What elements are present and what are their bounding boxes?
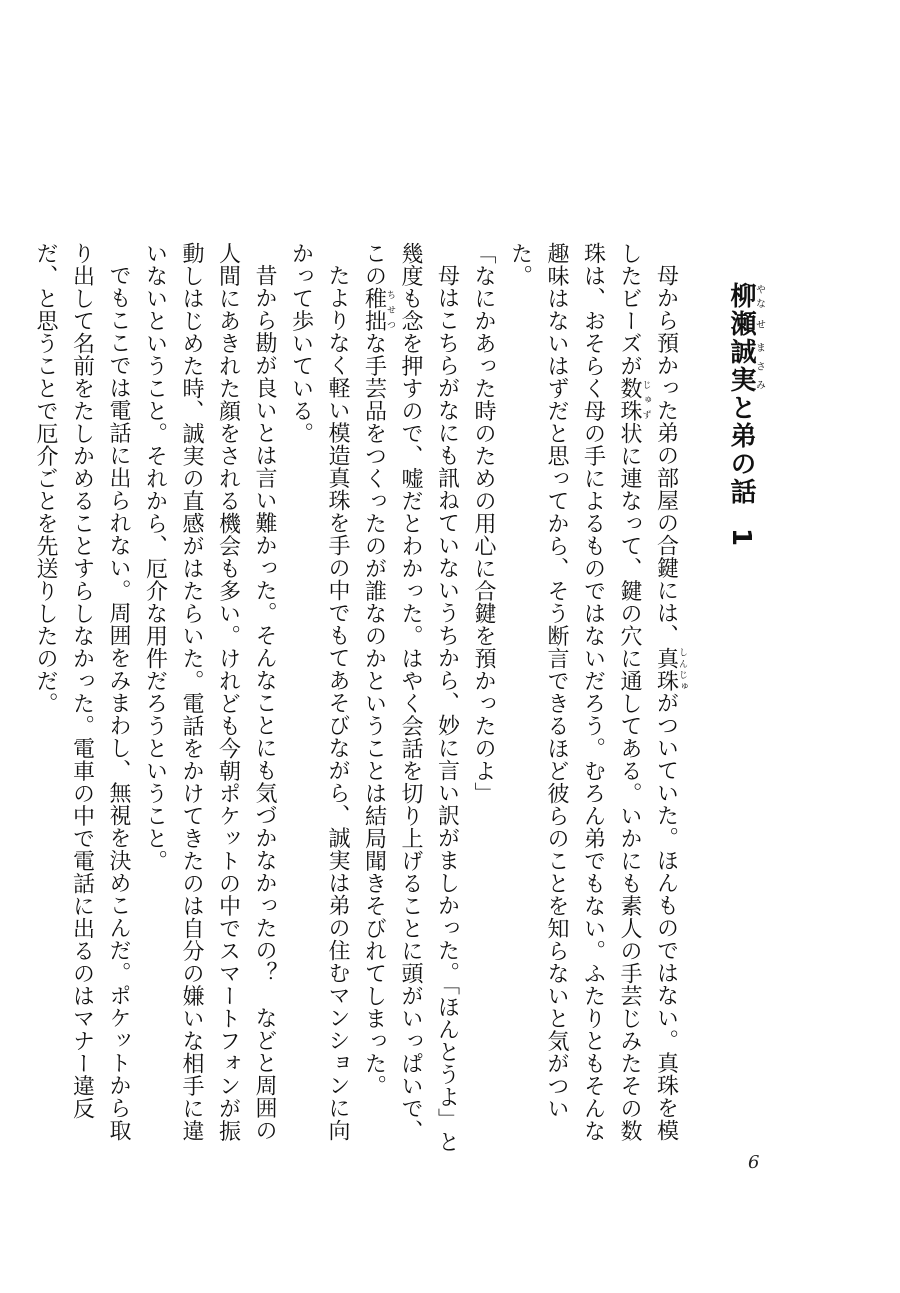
paragraph: でもここでは電話に出られない。周囲をみまわし、無視を決めこんだ。ポケットから取り出して名前をたしかめることすらしなかった。電車の中で電話に出るのはマナー違反だ、と思うことで厄介ごとを先送りしたのだ。 bbox=[33, 242, 131, 1142]
paragraph: 昔から勘が良いとは言い難かった。そんなことにも気づかなかったの？ などと周囲の人間にあきれた顔をされる機会も多い。けれども今朝ポケットの中でスマートフォンが振動しはじめた時、誠実の直感がはたらいた。電話をかけてきたのは自分の嫌いな相手に違いないということ。それから、厄介な用件だろうということ。 bbox=[142, 242, 277, 1142]
title-ruby-se: 瀬せ bbox=[726, 310, 765, 338]
body-text bbox=[33, 242, 687, 1162]
paragraph: 母はこちらがなにも訊ねていないうちから、妙に言い訳がましかった。「ほんとうよ」と幾度も念を押すので、嘘だとわかった。はやく会話を切り上げることに頭がいっぱいで、この稚拙ちせつな手芸品をつくったのが誰なのかということは結局聞きそびれてしまった。 bbox=[361, 242, 460, 1153]
dialogue-line: 「なにかあった時のための用心に合鍵を預かったのよ」 bbox=[471, 242, 496, 805]
chapter-number: 1 bbox=[726, 528, 756, 549]
title-ruby-yana: 柳やな bbox=[726, 282, 765, 310]
page-number: 6 bbox=[748, 1152, 760, 1173]
chapter-title bbox=[724, 282, 765, 549]
title-rest: と弟の話 bbox=[726, 394, 756, 506]
title-ruby-masami: 誠実まさみ bbox=[726, 338, 765, 394]
paragraph: たよりなく軽い模造真珠を手の中でもてあそびながら、誠実は弟の住むマンションに向かって歩いている。 bbox=[288, 242, 350, 1142]
paragraph: 母から預かった弟の部屋の合鍵には、真珠しんじゅがついていた。ほんものではない。真珠を模したビーズが数珠じゅず状に連なって、鍵の穴に通してある。いかにも素人の手芸じみたその数珠は、おそらく母の手によるものではないだろう。むろん弟でもない。ふたりともそんな趣味はないはずだと思ってから、そう断言できるほど彼らのことを知らないと気がついた。 bbox=[507, 242, 687, 1142]
